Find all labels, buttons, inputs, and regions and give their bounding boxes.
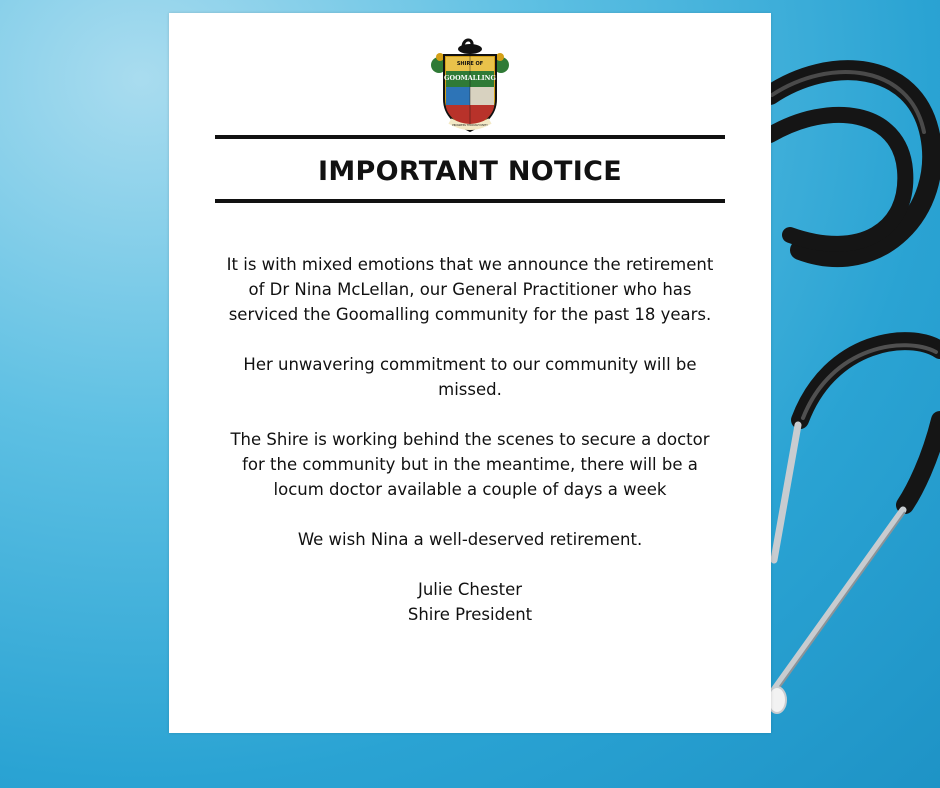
paragraph-retirement: It is with mixed emotions that we announce the retirement of Dr Nina McLellan, our General Practitioner who has serviced the Goomalling community for the past 18 years. <box>226 255 714 324</box>
notice-sheet <box>169 13 771 733</box>
paragraph-wishes: We wish Nina a well-deserved retirement. <box>297 530 643 549</box>
paragraph-locum: The Shire is working behind the scenes to secure a doctor for the community but in the meantime, there will be a locum doctor available a couple of days a week <box>230 430 710 499</box>
signature-title: Shire President <box>407 605 533 624</box>
paragraph-commitment: Her unwavering commitment to our community will be missed. <box>243 355 697 399</box>
title-rule-top <box>215 135 725 139</box>
crest-top-text: SHIRE OF <box>456 61 484 67</box>
notice-title: IMPORTANT NOTICE <box>318 156 622 187</box>
crest-name-text: GOOMALLING <box>444 74 496 82</box>
signature-name: Julie Chester <box>417 580 523 599</box>
notice-body <box>224 252 716 627</box>
shire-crest-logo <box>430 35 510 135</box>
title-rule-bottom <box>215 199 725 203</box>
crest-motto-text: PROGRESS THROUGH UNITY <box>452 124 488 127</box>
